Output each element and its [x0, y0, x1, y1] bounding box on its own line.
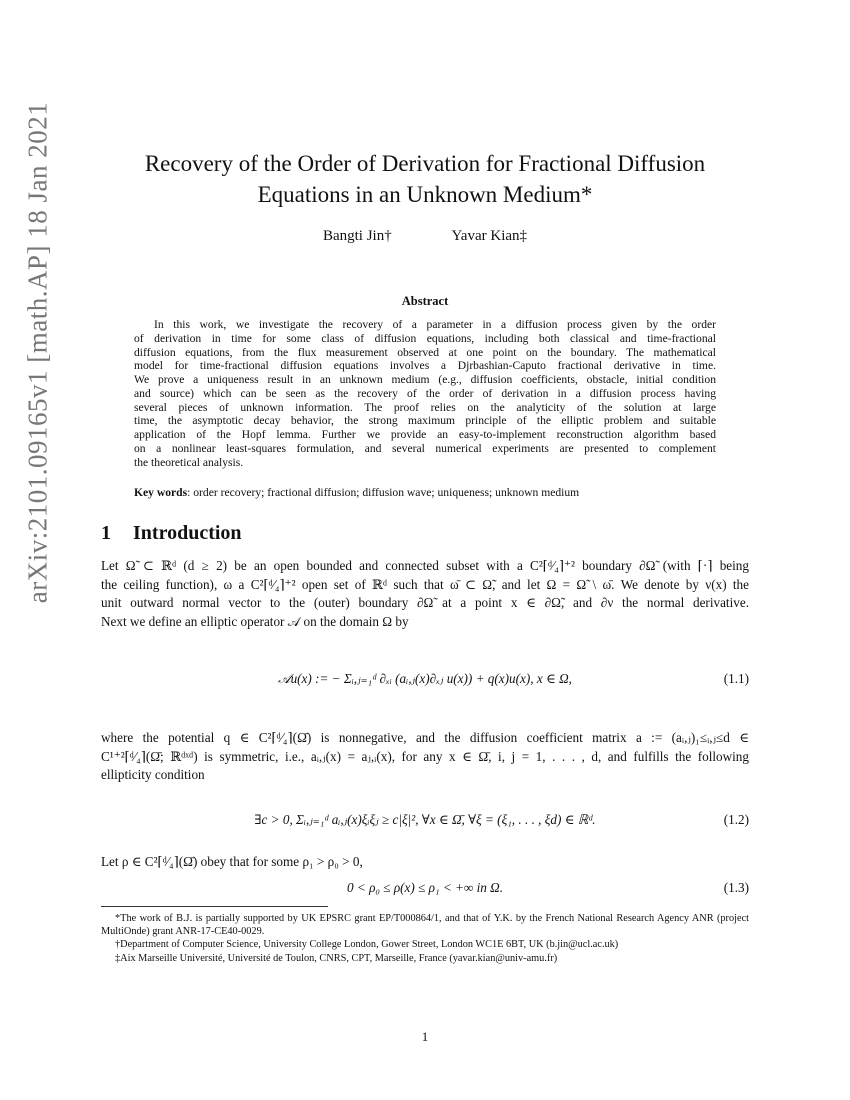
keywords-text: : order recovery; fractional diffusion; diffusion wave; uniqueness; unknown medium	[187, 486, 580, 499]
authors	[100, 228, 750, 245]
equation-body: 0 < ρ₀ ≤ ρ(x) ≤ ρ₁ < +∞ in Ω.	[346, 880, 504, 895]
equation-body: 𝒜u(x) := − Σᵢ,ⱼ₌₁ᵈ ∂ₓᵢ (aᵢ,ⱼ(x)∂ₓⱼ u(x)) + q(x)u(x), x ∈ Ω,	[278, 671, 572, 686]
section-title: Introduction	[133, 522, 242, 544]
equation-number: (1.3)	[723, 880, 749, 895]
footnote: ‡Aix Marseille Université, Université de Toulon, CNRS, CPT, Marseille, France (yavar.kian@univ-amu.fr)	[115, 952, 558, 964]
abstract-line: application of the Hopf lemma. Further we provide an easy-to-implement reconstruction algorithm based	[134, 428, 716, 441]
equation-number: (1.2)	[723, 812, 749, 827]
text-line: unit outward normal vector to the (outer) boundary ∂Ω̃ at a point x ∈ ∂Ω̃, and ∂ν the normal derivative.	[101, 595, 749, 611]
author: Bangti Jin†	[322, 228, 392, 244]
abstract-line: and source) which can be seen as the recovery of the order of derivation in a diffusion process having	[134, 386, 716, 400]
text-line: ellipticity condition	[101, 767, 205, 783]
keywords-label: Key words	[134, 486, 188, 499]
title-line: Recovery of the Order of Derivation for Fractional Diffusion	[144, 151, 706, 176]
equation-number: (1.1)	[723, 671, 749, 686]
intro-paragraph: Let ρ ∈ C²⌈ᵈ⁄₄⌉(Ω̄) obey that for some ρ₁ > ρ₀ > 0,	[101, 854, 363, 869]
footnote: *The work of B.J. is partially supported by UK EPSRC grant EP/T000864/1, and that of Y.K. by the French National Research Agency ANR (project MultiOnde) grant ANR-17-CE40-0029.	[101, 913, 749, 938]
abstract-line: of derivation in time for some class of diffusion equations, including both classical and time-fractional	[134, 331, 716, 345]
footnotes	[101, 912, 749, 965]
abstract-body	[134, 318, 716, 469]
abstract-line: We prove a uniqueness result in an unknown medium (e.g., diffusion coefficients, obstacle, initial condition	[134, 373, 716, 386]
footnote: †Department of Computer Science, University College London, Gower Street, London WC1E 6BT, UK (b.jin@ucl.ac.uk)	[115, 939, 619, 951]
section-heading	[101, 522, 242, 545]
intro-paragraph	[101, 557, 749, 632]
title-line: Equations in an Unknown Medium*	[257, 182, 593, 207]
text-line: Next we define an elliptic operator 𝒜 on the domain Ω by	[101, 614, 409, 630]
equation-body: ∃c > 0, Σᵢ,ⱼ₌₁ᵈ aᵢ,ⱼ(x)ξᵢξⱼ ≥ c|ξ|², ∀x ∈ Ω̄, ∀ξ = (ξ₁, . . . , ξd) ∈ ℝᵈ.	[254, 812, 596, 827]
abstract-line: several pieces of unknown information. The proof relies on the analyticity of the solution at large	[134, 400, 716, 414]
footnote-rule	[101, 906, 328, 907]
abstract-line: time, the asymptotic decay behavior, the strong maximum principle of the elliptic problem and suitable	[134, 414, 716, 428]
text-line: C¹⁺²⌈ᵈ⁄₄⌉(Ω̄; ℝᵈˣᵈ) is symmetric, i.e., aᵢ,ⱼ(x) = aⱼ,ᵢ(x), for any x ∈ Ω̄, i, j = 1, . . . , d, and fulfills the following	[101, 748, 749, 764]
abstract-line: the theoretical analysis.	[134, 455, 244, 469]
text-line: the ceiling function), ω a C²⌈ᵈ⁄₄⌉⁺² open set of ℝᵈ such that ω̄ ⊂ Ω̃, and let Ω = Ω̃ \ ω̄. We denote by ν(x) the	[101, 576, 749, 592]
text-line: where the potential q ∈ C²⌈ᵈ⁄₄⌉(Ω̄) is nonnegative, and the diffusion coefficient matrix a := (aᵢ,ⱼ)₁≤ᵢ,ⱼ≤d ∈	[101, 730, 749, 745]
abstract-line: model for time-fractional diffusion equations involves a Djrbashian-Caputo fractional derivative in time.	[134, 359, 716, 373]
author: Yavar Kian‡	[451, 228, 528, 244]
paper-title	[100, 148, 750, 210]
page-number: 1	[421, 1029, 429, 1044]
arxiv-identifier-sidebar: arXiv:2101.09165v1 [math.AP] 18 Jan 2021	[22, 101, 53, 604]
abstract-line: diffusion equations, from the flux measurement observed at one point on the boundary. The mathematical	[134, 345, 716, 359]
abstract-line: on a nonlinear least-squares formulation, and several numerical experiments are presented to complement	[134, 441, 716, 455]
equation-1-2	[101, 812, 749, 842]
abstract-line: In this work, we investigate the recovery of a parameter in a diffusion process given by the order	[154, 318, 716, 331]
text-line: Let Ω̃ ⊂ ℝᵈ (d ≥ 2) be an open bounded and connected subset with a C²⌈ᵈ⁄₄⌉⁺² boundary ∂Ω̃ (with ⌈·⌉ being	[101, 558, 749, 573]
equation-1-1	[101, 671, 749, 701]
abstract-heading: Abstract	[401, 294, 449, 308]
intro-paragraph	[101, 729, 749, 785]
keywords	[134, 486, 579, 499]
section-number: 1	[101, 522, 111, 544]
